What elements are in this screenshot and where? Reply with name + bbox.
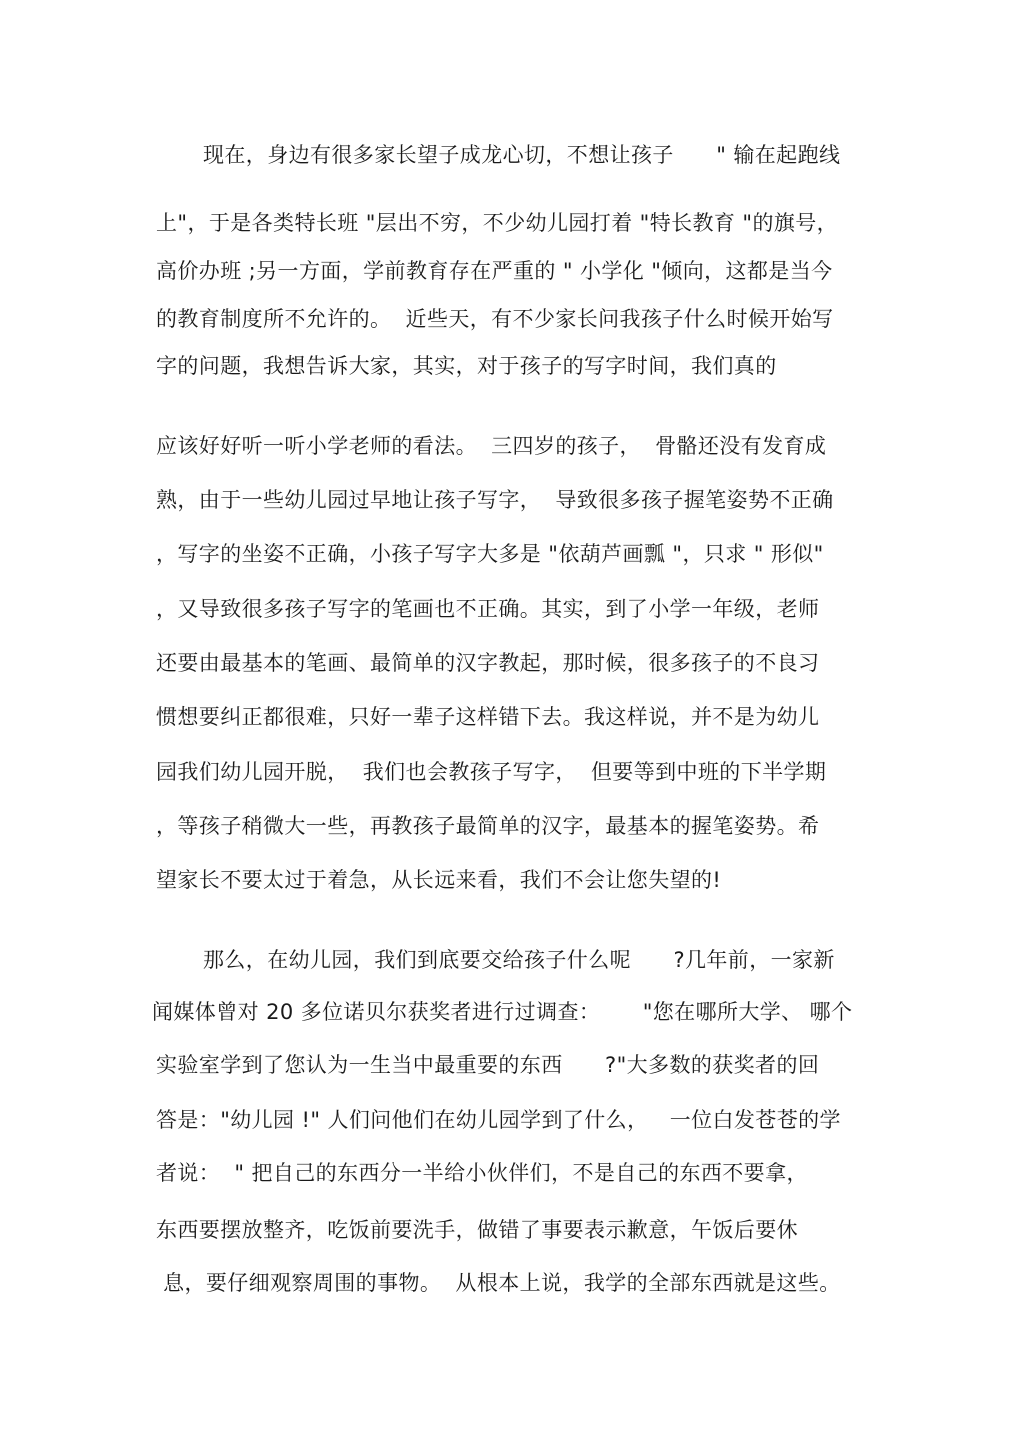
text-line: ，写字的坐姿不正确，小孩子写字大多是 "依葫芦画瓢 "，只求 " 形似": [156, 542, 824, 566]
text-line: 望家长不要太过于着急，从长远来看，我们不会让您失望的!: [156, 868, 722, 892]
text-line: 字的问题，我想告诉大家，其实，对于孩子的写字时间，我们真的: [156, 354, 777, 378]
text-line: 答是："幼儿园 !" 人们问他们在幼儿园学到了什么， 一位白发苍苍的学: [156, 1108, 841, 1132]
text-line: 那么，在幼儿园，我们到底要交给孩子什么呢 ?几年前，一家新: [203, 948, 835, 972]
text-line: 者说： " 把自己的东西分一半给小伙伴们，不是自己的东西不要拿，: [156, 1161, 808, 1185]
text-line: 园我们幼儿园开脱， 我们也会教孩子写字， 但要等到中班的下半学期: [156, 760, 827, 784]
text-line: 的教育制度所不允许的。 近些天，有不少家长问我孩子什么时候开始写: [156, 307, 834, 331]
text-line: 现在，身边有很多家长望子成龙心切，不想让孩子 " 输在起跑线: [203, 143, 841, 167]
text-line: 高价办班 ;另一方面，学前教育存在严重的 " 小学化 "倾向，这都是当今: [156, 259, 833, 283]
text-line: 还要由最基本的笔画、最简单的汉字教起，那时候，很多孩子的不良习: [156, 651, 820, 675]
text-line: 惯想要纠正都很难，只好一辈子这样错下去。我这样说，并不是为幼儿: [156, 705, 820, 729]
text-line: ，又导致很多孩子写字的笔画也不正确。其实，到了小学一年级，老师: [156, 597, 820, 621]
text-line: 实验室学到了您认为一生当中最重要的东西 ?"大多数的获奖者的回: [156, 1053, 820, 1077]
text-line: 上"，于是各类特长班 "层出不穷，不少幼儿园打着 "特长教育 "的旗号，: [156, 211, 839, 235]
text-line: ，等孩子稍微大一些，再教孩子最简单的汉字，最基本的握笔姿势。希: [156, 814, 820, 838]
text-line: 闻媒体曾对 20 多位诺贝尔获奖者进行过调查： "您在哪所大学、 哪个: [152, 1000, 853, 1024]
text-line: 东西要摆放整齐，吃饭前要洗手，做错了事要表示歉意，午饭后要休: [156, 1218, 798, 1242]
text-line: 息，要仔细观察周围的事物。 从根本上说，我学的全部东西就是这些。: [156, 1271, 841, 1295]
text-line: 应该好好听一听小学老师的看法。 三四岁的孩子， 骨骼还没有发育成: [156, 434, 827, 458]
text-line: 熟，由于一些幼儿园过早地让孩子写字， 导致很多孩子握笔姿势不正确: [156, 488, 834, 512]
